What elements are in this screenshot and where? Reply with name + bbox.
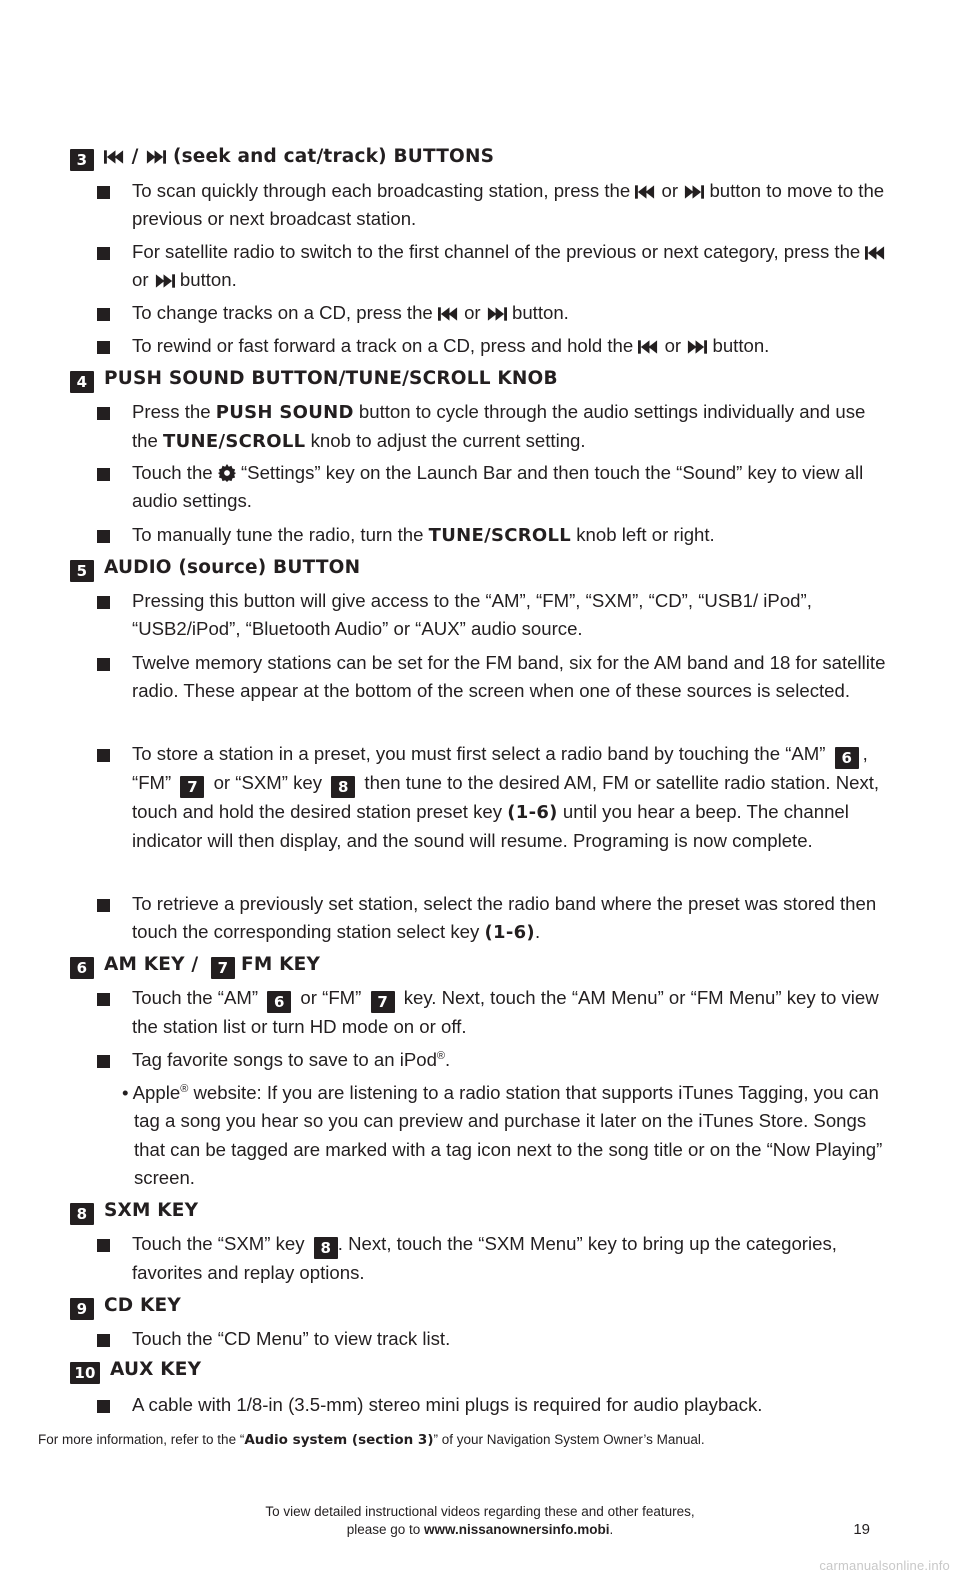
skip-back-icon xyxy=(104,150,125,164)
skip-forward-icon xyxy=(686,340,707,354)
section-9-heading xyxy=(70,1293,181,1320)
section-4-heading xyxy=(70,366,558,393)
section-number: 10 xyxy=(70,1362,100,1384)
section-title: FM KEY xyxy=(241,954,321,975)
skip-forward-icon xyxy=(683,185,704,199)
gear-icon xyxy=(218,464,236,482)
list-item: Twelve memory stations can be set for the FM band, six for the AM band and 18 for satellite radio. These appear at the bottom of the screen when one of these sources is selected. xyxy=(132,652,886,702)
section-6-heading xyxy=(70,952,320,979)
slash: / xyxy=(131,146,139,167)
skip-back-icon xyxy=(638,340,659,354)
callout-8: 8 xyxy=(331,776,355,798)
callout-7: 7 xyxy=(371,991,395,1013)
website-link[interactable]: www.nissanownersinfo.mobi xyxy=(424,1522,610,1537)
skip-back-icon xyxy=(635,185,656,199)
callout-8: 8 xyxy=(314,1237,338,1259)
list-item: To scan quickly through each broadcasting station, press the or button to move to the previous or next broadcast station. xyxy=(132,180,885,230)
skip-back-icon xyxy=(438,307,459,321)
section-number: 9 xyxy=(70,1298,94,1320)
page-number: 19 xyxy=(853,1521,870,1538)
list-item: Touch the “SXM” key 8 . Next, touch the “SXM Menu” key to bring up the categories, favorites and replay options. xyxy=(132,1233,837,1283)
section-10-heading xyxy=(70,1357,201,1384)
section-title: AUX KEY xyxy=(110,1359,202,1380)
list-item: To retrieve a previously set station, select the radio band where the preset was stored then touch the corresponding station select key (1-6). xyxy=(132,893,877,944)
section-number: 5 xyxy=(70,560,94,582)
list-item: A cable with 1/8-in (3.5-mm) stereo mini plugs is required for audio playback. xyxy=(132,1394,763,1415)
list-item: Press the PUSH SOUND button to cycle through the audio settings individually and use the TUNE/SCROLL knob to adjust the current setting. xyxy=(132,401,866,453)
list-item: Touch the “CD Menu” to view track list. xyxy=(132,1328,451,1349)
section-title: CD KEY xyxy=(104,1295,181,1316)
list-item: Pressing this button will give access to the “AM”, “FM”, “SXM”, “CD”, “USB1/ iPod”, “USB2/iPod”, “Bluetooth Audio” or “AUX” audio source. xyxy=(132,590,812,640)
section-number: 6 xyxy=(70,957,94,979)
section-title: SXM KEY xyxy=(104,1200,199,1221)
section-5-heading xyxy=(70,555,360,582)
list-item: To rewind or fast forward a track on a CD, press and hold the or button. xyxy=(132,335,770,356)
bottom-note: To view detailed instructional videos regarding these and other features, please go to www.nissanownersinfo.mobi. xyxy=(265,1504,695,1537)
section-title: PUSH SOUND BUTTON/TUNE/SCROLL KNOB xyxy=(104,368,558,389)
list-item: To change tracks on a CD, press the or button. xyxy=(132,302,569,323)
footnote: For more information, refer to the “Audio system (section 3)” of your Navigation System Owner’s Manual. xyxy=(38,1432,705,1448)
skip-forward-icon xyxy=(486,307,507,321)
watermark: carmanualsonline.info xyxy=(819,1558,950,1573)
list-item: To manually tune the radio, turn the TUNE/SCROLL knob left or right. xyxy=(132,524,715,546)
list-item: Tag favorite songs to save to an iPod®. xyxy=(132,1049,451,1070)
section-title: (seek and cat/track) BUTTONS xyxy=(172,146,495,167)
section-number: 8 xyxy=(70,1203,94,1225)
section-title: AUDIO (source) BUTTON xyxy=(104,557,361,578)
list-item: For satellite radio to switch to the first channel of the previous or next category, press the or button. xyxy=(132,238,892,295)
section-number: 7 xyxy=(211,957,235,979)
section-title: AM KEY / xyxy=(104,954,199,975)
section-3-heading xyxy=(70,144,494,171)
callout-6: 6 xyxy=(267,991,291,1013)
skip-forward-icon xyxy=(154,274,175,288)
sub-item: • Apple® website: If you are listening to a radio station that supports iTunes Tagging, you can tag a song you hear so you can preview and purchase it later on the iTunes Store. Songs that can be tagged are marked with a tag icon next to the song title or on the “Now Playing” screen. xyxy=(122,1082,883,1189)
section-number: 3 xyxy=(70,149,94,171)
skip-back-icon xyxy=(865,246,886,260)
section-8-heading xyxy=(70,1198,198,1225)
callout-7: 7 xyxy=(180,776,204,798)
callout-6: 6 xyxy=(835,747,859,769)
list-item: Touch the “AM” 6 or “FM” 7 key. Next, touch the “AM Menu” or “FM Menu” key to view the station list or turn HD mode on or off. xyxy=(132,987,879,1037)
section-number: 4 xyxy=(70,371,94,393)
list-item: Touch the “Settings” key on the Launch Bar and then touch the “Sound” key to view all audio settings. xyxy=(132,462,864,512)
list-item: To store a station in a preset, you must first select a radio band by touching the “AM” 6 , “FM” 7 or “SXM” key 8 then tune to the desired AM, FM or satellite radio station. Next, touch and hold the desired station preset key (1-6) until you hear a beep. The channel indicator will then display, and the sound will resume. Programing is now complete. xyxy=(132,743,880,852)
skip-forward-icon xyxy=(145,150,166,164)
